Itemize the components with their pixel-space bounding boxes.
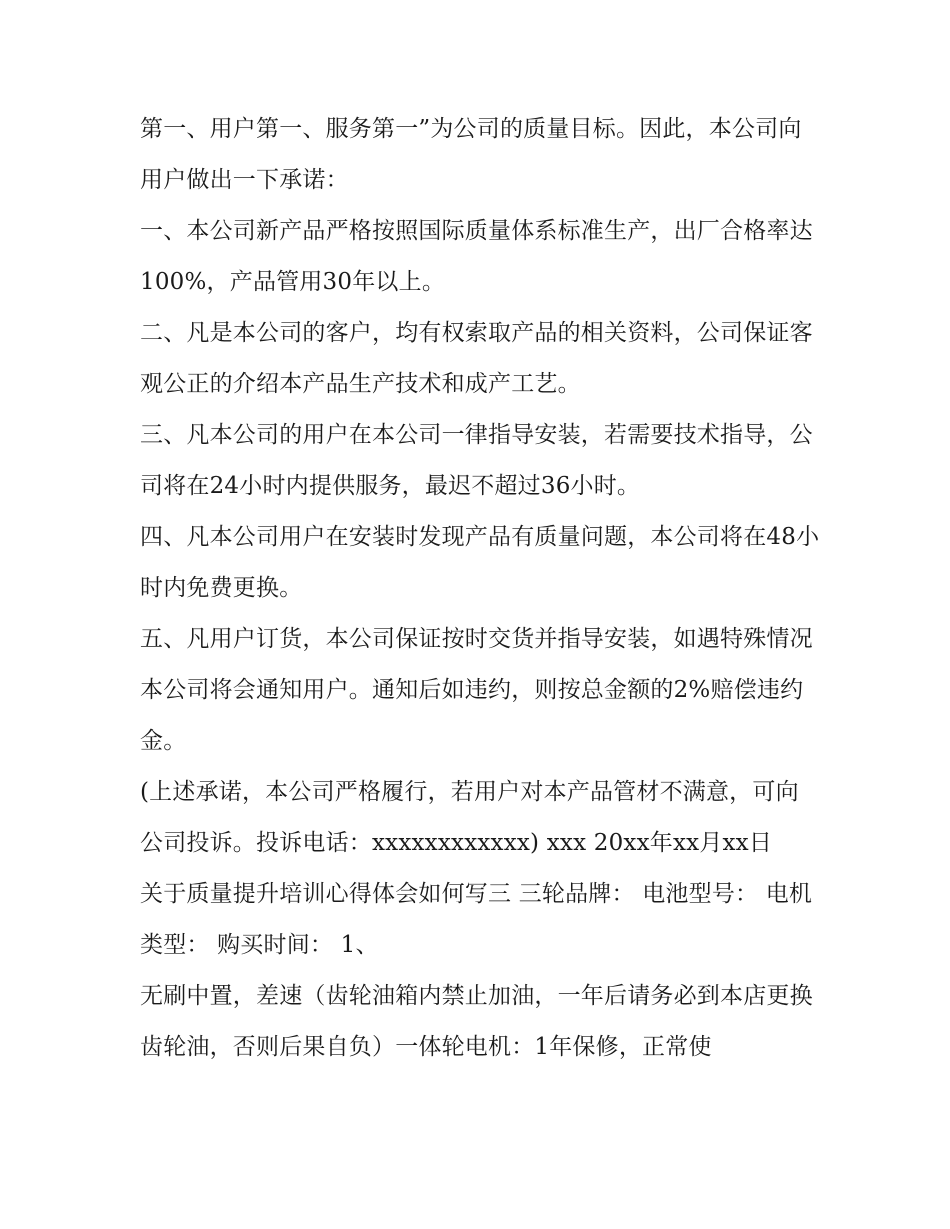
paragraph-commitment-3: 三、凡本公司的用户在本公司一律指导安装，若需要技术指导，公司将在24小时内提供服务，最迟不超过36小时。 [140, 422, 813, 499]
paragraph-quality-goal: 第一、用户第一、服务第一”为公司的质量目标。因此，本公司向用户做出一下承诺： [140, 116, 802, 193]
paragraph-commitment-4: 四、凡本公司用户在安装时发现产品有质量问题，本公司将在48小时内免费更换。 [140, 524, 820, 601]
paragraph-tricycle-info: 关于质量提升培训心得体会如何写三 三轮品牌： 电池型号： 电机类型： 购买时间： 1、 [140, 881, 813, 958]
paragraph-commitment-1: 一、本公司新产品严格按照国际质量体系标准生产，出厂合格率达100%，产品管用30年以上。 [140, 218, 813, 295]
paragraph-commitment-2: 二、凡是本公司的客户，均有权索取产品的相关资料，公司保证客观公正的介绍本产品生产技术和成产工艺。 [140, 320, 813, 397]
paragraph-motor-warranty: 无刷中置，差速（齿轮油箱内禁止加油，一年后请务必到本店更换齿轮油，否则后果自负）一体轮电机：1年保修，正常使 [140, 983, 813, 1060]
paragraph-commitment-5: 五、凡用户订货，本公司保证按时交货并指导安装，如遇特殊情况本公司将会通知用户。通知后如违约，则按总金额的2%赔偿违约金。 [140, 626, 813, 754]
paragraph-complaint-note: (上述承诺，本公司严格履行，若用户对本产品管材不满意，可向公司投诉。投诉电话：xxxxxxxxxxxx) xxx 20xx年xx月xx日 [140, 779, 799, 856]
document-body [140, 104, 820, 1073]
